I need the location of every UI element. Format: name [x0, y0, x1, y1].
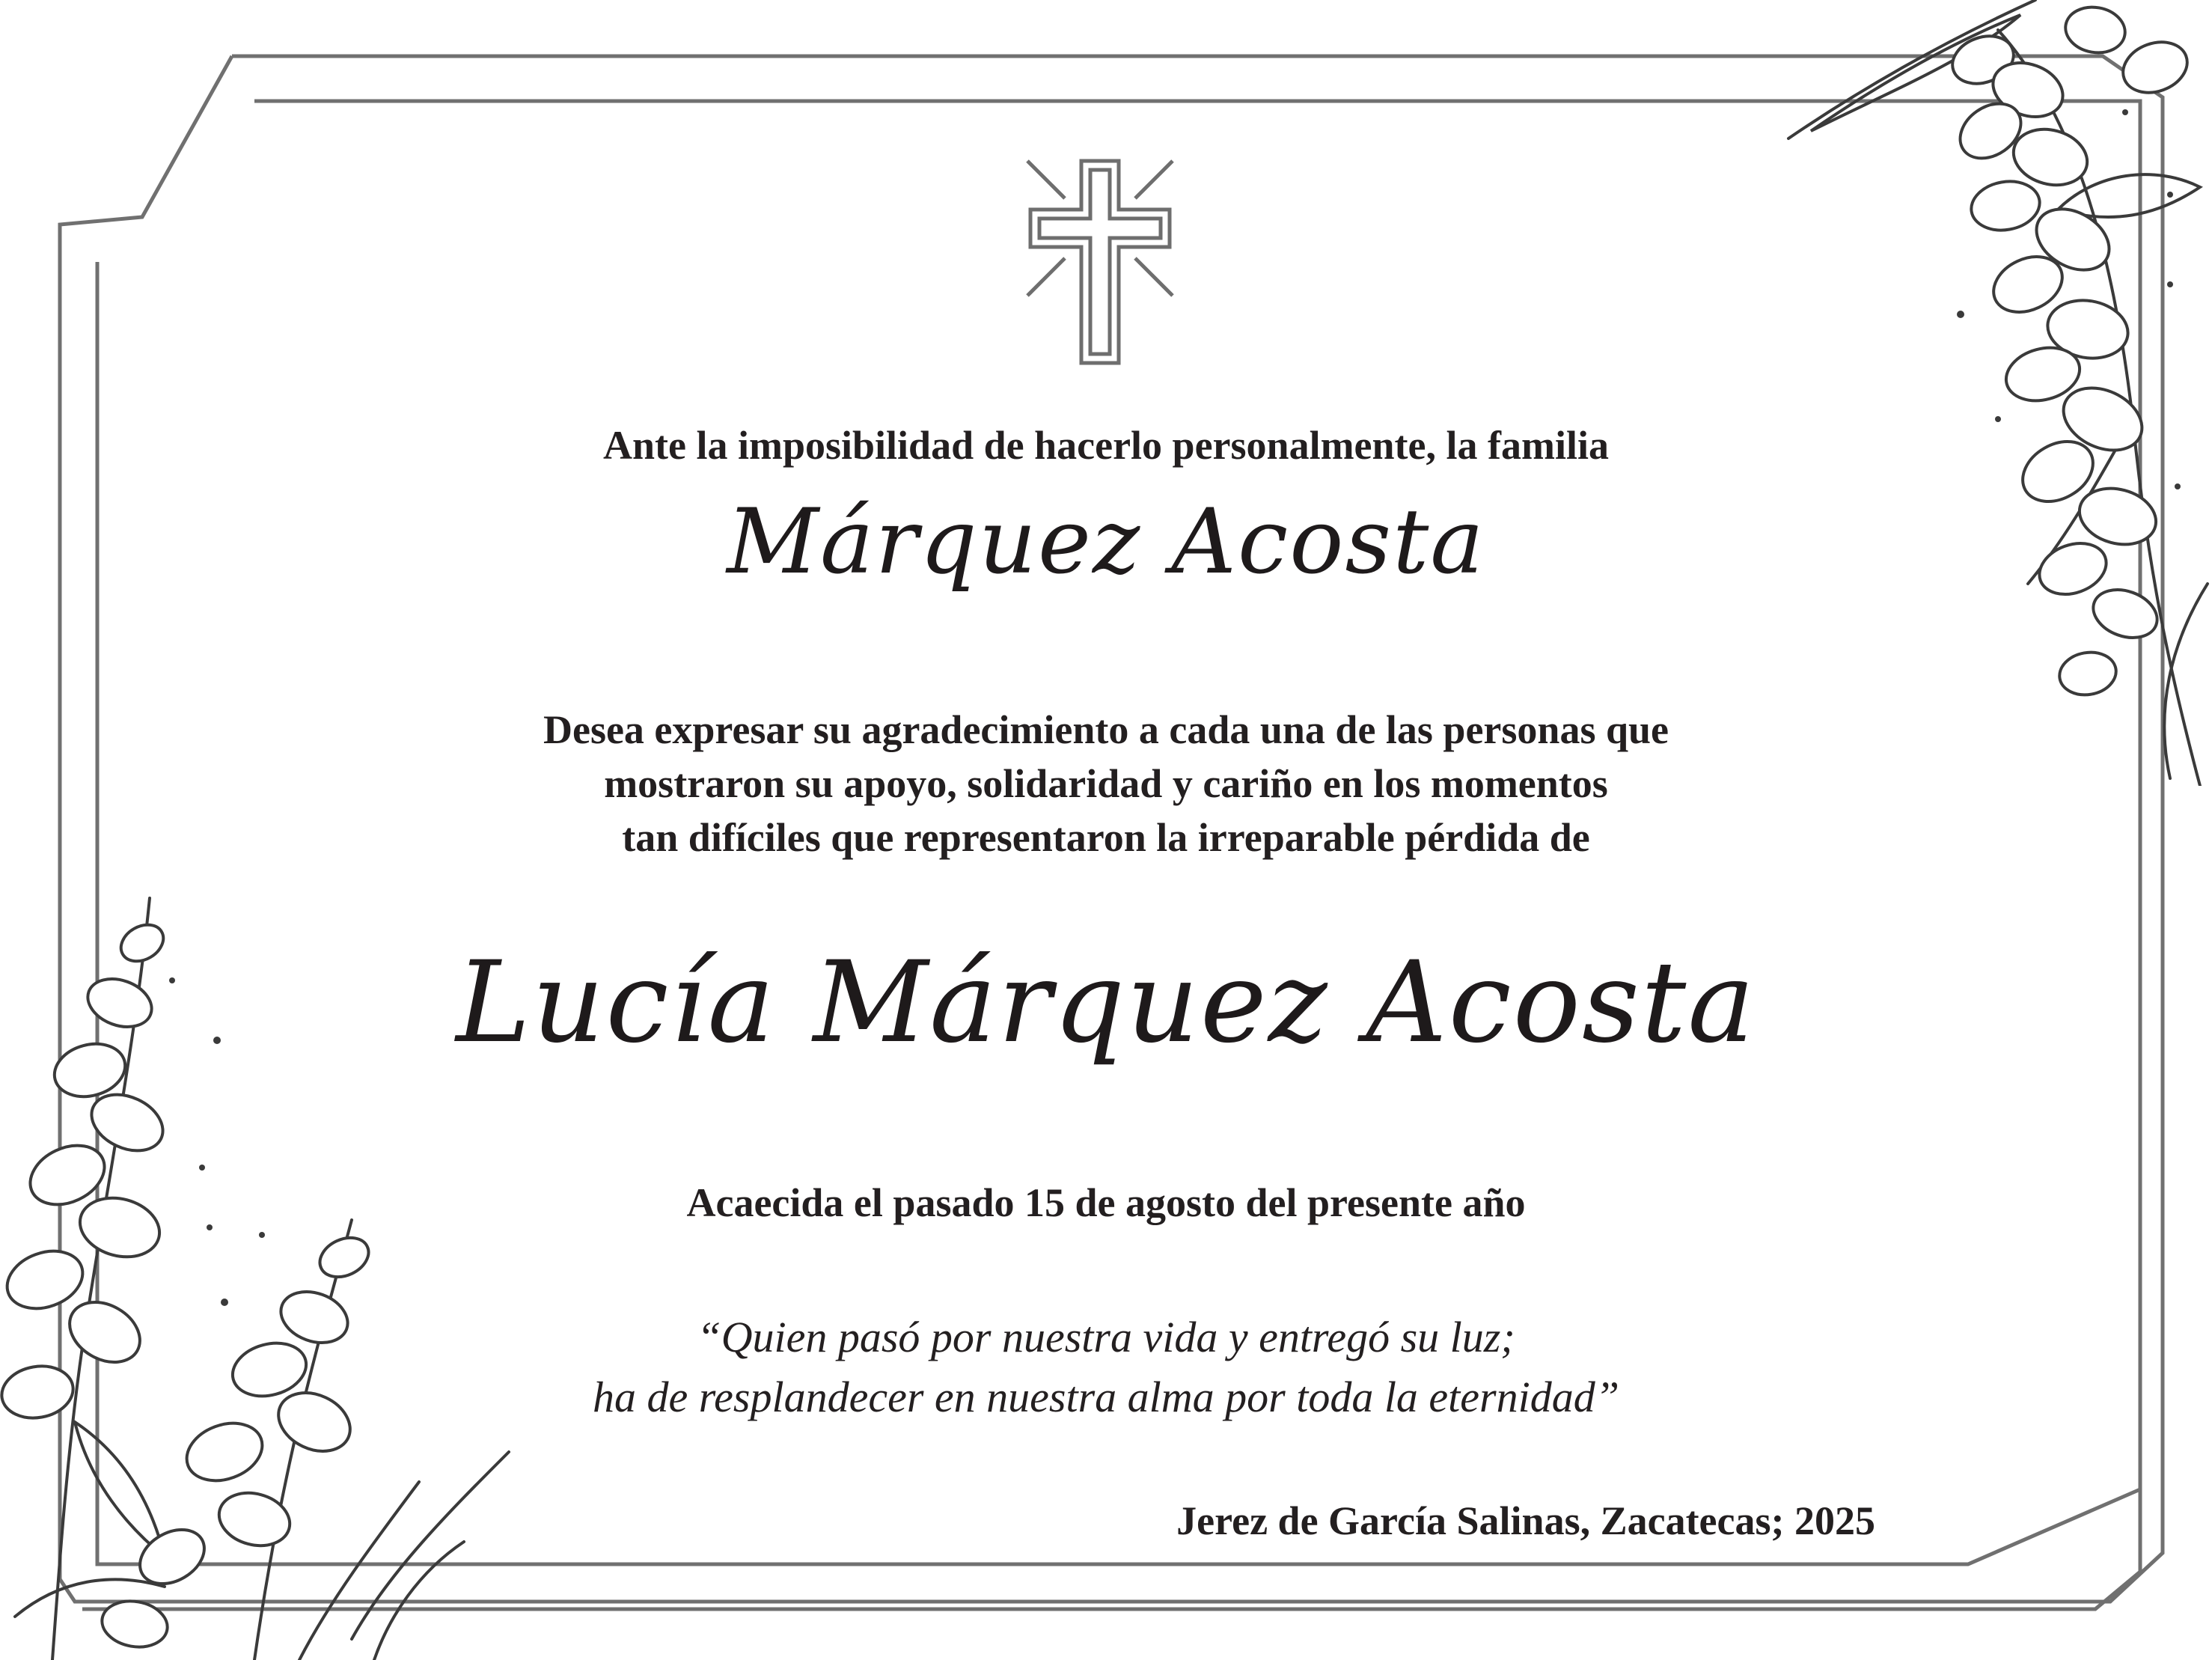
gratitude-line-1: Desea expresar su agradecimiento a cada una de las personas que — [543, 707, 1669, 752]
quote-line-1: “Quien pasó por nuestra vida y entregó su luz; — [697, 1313, 1515, 1361]
gratitude-line-2: mostraron su apoyo, solidaridad y cariño en los momentos — [604, 761, 1608, 806]
family-name: Márquez Acosta — [727, 490, 1485, 594]
deceased-name: Lucía Márquez Acosta — [456, 938, 1756, 1068]
quote-line-2: ha de resplandecer en nuestra alma por toda la eternidad” — [593, 1373, 1619, 1421]
date-line: Acaecida el pasado 15 de agosto del presente año — [686, 1180, 1526, 1225]
place-and-year: Jerez de García Salinas, Zacatecas; 2025 — [1176, 1498, 1875, 1543]
floral-corner-top-right — [1781, 0, 2212, 786]
cross-with-rays-icon — [1006, 146, 1194, 378]
intro-text: Ante la imposibilidad de hacerlo personalmente, la familia — [603, 423, 1609, 468]
gratitude-line-3: tan difíciles que representaron la irreparable pérdida de — [622, 815, 1590, 860]
